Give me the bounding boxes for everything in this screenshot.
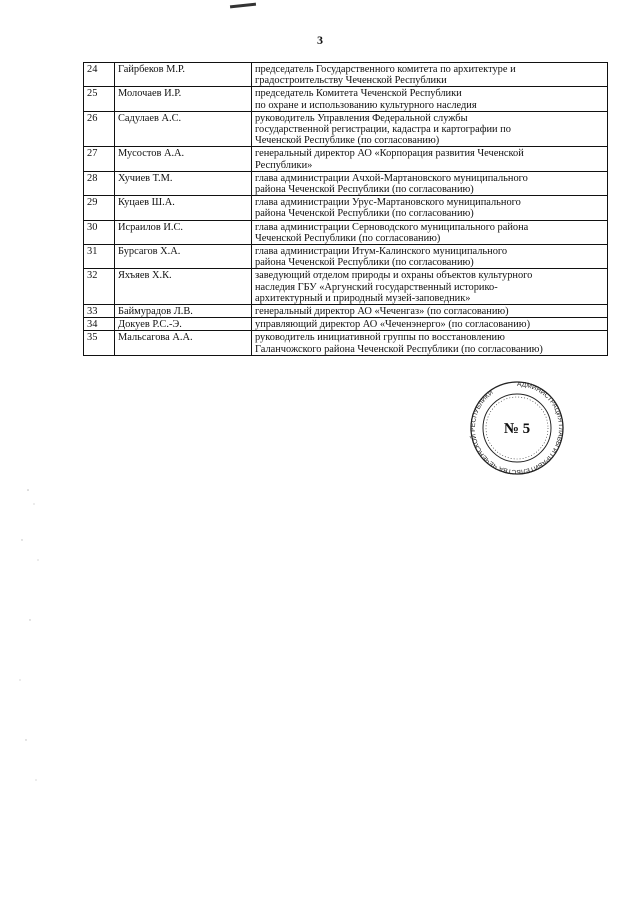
position-line: руководитель Управления Федеральной службы	[255, 112, 468, 124]
position-line: градостроительству Чеченской Республики	[255, 75, 447, 87]
position-line: района Чеченской Республики (по согласованию)	[255, 184, 474, 196]
member-name: Баймурадов Л.В.	[115, 305, 252, 318]
position-line: генеральный директор АО «Корпорация развития Чеченской	[255, 148, 524, 160]
row-number: 32	[84, 269, 115, 305]
position-line: руководитель инициативной группы по восстановлению	[255, 332, 505, 344]
member-name: Докуев Р.С.-Э.	[115, 318, 252, 331]
position-line: генеральный директор АО «Чеченгаз» (по согласованию)	[255, 306, 509, 318]
page-number: 3	[317, 33, 323, 47]
position-line: глава администрации Ачхой-Мартановского муниципального	[255, 172, 528, 184]
table-row	[84, 245, 608, 269]
row-number: 25	[84, 87, 115, 111]
table-row	[84, 196, 608, 220]
member-position	[252, 87, 608, 111]
member-position	[252, 331, 608, 355]
member-name: Бурсагов Х.А.	[115, 245, 252, 269]
member-position	[252, 318, 608, 331]
scan-noise	[8, 480, 68, 800]
member-name: Гайрбеков М.Р.	[115, 63, 252, 87]
row-number: 27	[84, 147, 115, 171]
table-body	[84, 63, 608, 356]
position-line: государственной регистрации, кадастра и картографии по	[255, 124, 511, 136]
member-position	[252, 147, 608, 171]
position-line: района Чеченской Республики (по согласованию)	[255, 257, 474, 269]
scan-mark	[230, 3, 256, 9]
table-row	[84, 111, 608, 147]
table-row	[84, 63, 608, 87]
table-row	[84, 331, 608, 355]
position-line: Чеченской Республики (по согласованию)	[255, 232, 441, 244]
position-line: управляющий директор АО «Чеченэнерго» (по согласованию)	[255, 319, 531, 331]
commission-members-table	[83, 62, 608, 356]
table-row	[84, 305, 608, 318]
member-position	[252, 269, 608, 305]
position-line: по охране и использованию культурного наследия	[255, 99, 477, 111]
member-name: Хучиев Т.М.	[115, 171, 252, 195]
table-row	[84, 220, 608, 244]
position-line: Галанчожского района Чеченской Республики (по согласованию)	[255, 343, 543, 355]
position-line: Республики»	[255, 159, 313, 171]
member-name: Мусостов А.А.	[115, 147, 252, 171]
member-position	[252, 196, 608, 220]
row-number: 31	[84, 245, 115, 269]
position-line: председатель Комитета Чеченской Республики	[255, 88, 462, 100]
member-name: Куцаев Ш.А.	[115, 196, 252, 220]
table-row	[84, 87, 608, 111]
position-line: Чеченской Республике (по согласованию)	[255, 135, 440, 147]
position-line: наследия ГБУ «Аргунский государственный историко-	[255, 281, 498, 293]
position-line: архитектурный и природный музей-заповедник»	[255, 292, 471, 304]
table-row	[84, 318, 608, 331]
member-name: Мальсагова А.А.	[115, 331, 252, 355]
member-position	[252, 63, 608, 87]
table-row	[84, 147, 608, 171]
member-position	[252, 245, 608, 269]
row-number: 24	[84, 63, 115, 87]
position-line: глава администрации Урус-Мартановского муниципального	[255, 197, 521, 209]
member-name: Исраилов И.С.	[115, 220, 252, 244]
official-seal	[453, 380, 581, 478]
row-number: 26	[84, 111, 115, 147]
row-number: 35	[84, 331, 115, 355]
position-line: заведующий отделом природы и охраны объектов культурного	[255, 270, 533, 282]
member-position	[252, 305, 608, 318]
member-name: Молочаев И.Р.	[115, 87, 252, 111]
row-number: 29	[84, 196, 115, 220]
member-position	[252, 171, 608, 195]
table-row	[84, 269, 608, 305]
position-line: председатель Государственного комитета по архитектуре и	[255, 64, 516, 75]
member-name: Садулаев А.С.	[115, 111, 252, 147]
seal-ring-text: АДМИНИСТРАЦИЯ ГЛАВЫ И ПРАВИТЕЛЬСТВА ЧЕЧЕНСКОЙ РЕСПУБЛИКИ	[469, 380, 564, 476]
table-row	[84, 171, 608, 195]
row-number: 34	[84, 318, 115, 331]
row-number: 30	[84, 220, 115, 244]
seal-number: № 5	[503, 421, 531, 437]
member-position	[252, 111, 608, 147]
row-number: 33	[84, 305, 115, 318]
position-line: района Чеченской Республики (по согласованию)	[255, 208, 474, 220]
position-line: глава администрации Итум-Калинского муниципального	[255, 246, 508, 258]
position-line: глава администрации Серноводского муниципального района	[255, 221, 529, 233]
member-position	[252, 220, 608, 244]
member-name: Яхъяев Х.К.	[115, 269, 252, 305]
row-number: 28	[84, 171, 115, 195]
